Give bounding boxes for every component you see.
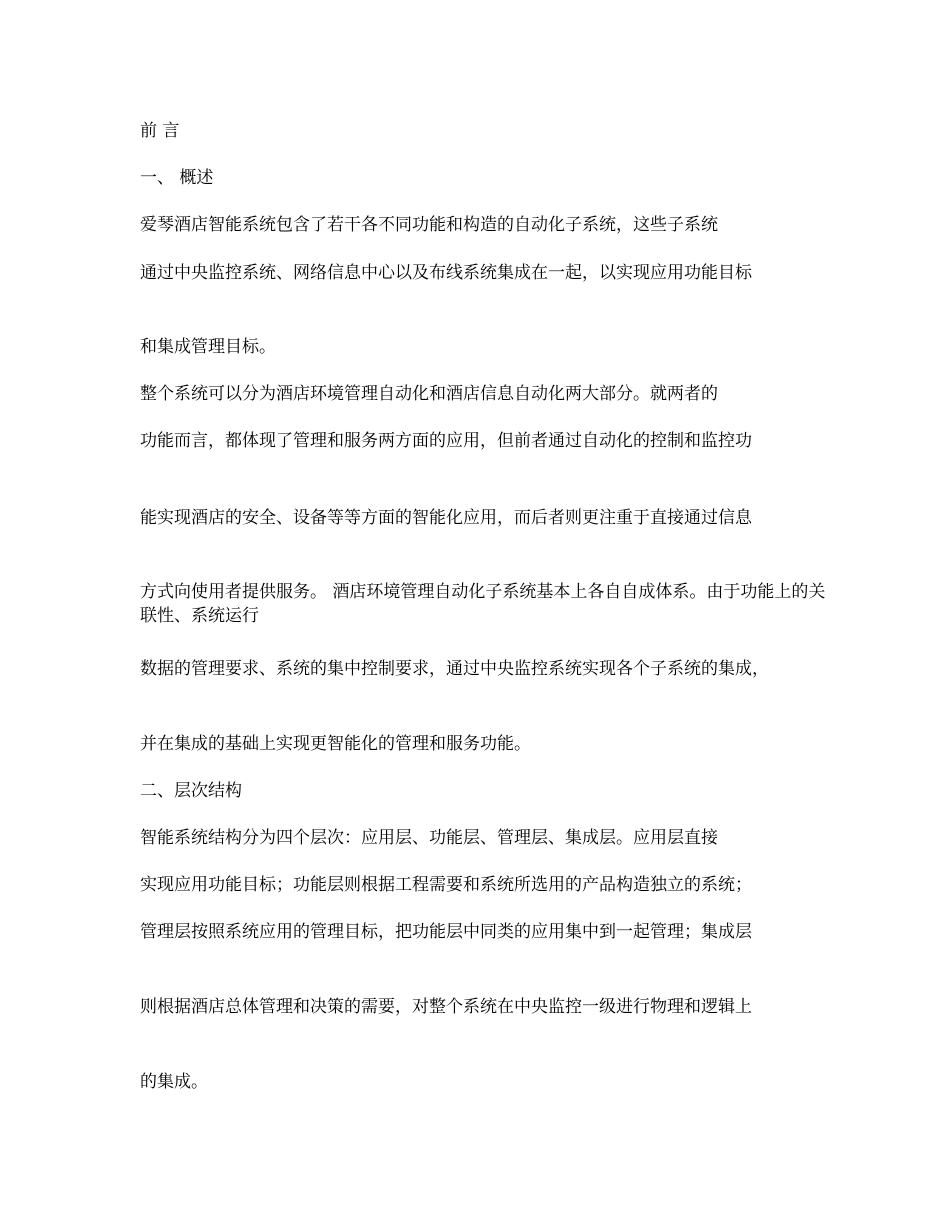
paragraph-line: 并在集成的基础上实现更智能化的管理和服务功能。: [140, 734, 531, 754]
paragraph-line: 通过中央监控系统、网络信息中心以及布线系统集成在一起，以实现应用功能目标: [140, 263, 752, 283]
paragraph-line: 的集成。: [140, 1072, 208, 1092]
paragraph-line: 爱琴酒店智能系统包含了若干各不同功能和构造的自动化子系统，这些子系统: [140, 215, 718, 235]
paragraph-line: 智能系统结构分为四个层次：应用层、功能层、管理层、集成层。应用层直接: [140, 828, 718, 848]
paragraph-line: 则根据酒店总体管理和决策的需要，对整个系统在中央监控一级进行物理和逻辑上: [140, 997, 752, 1017]
paragraph-line: 和集成管理目标。: [140, 337, 276, 357]
paragraph-line: 管理层按照系统应用的管理目标，把功能层中同类的应用集中到一起管理；集成层: [140, 922, 752, 942]
paragraph-line: 实现应用功能目标；功能层则根据工程需要和系统所选用的产品构造独立的系统；: [140, 875, 752, 895]
paragraph-line: 功能而言，都体现了管理和服务两方面的应用，但前者通过自动化的控制和监控功: [140, 431, 752, 451]
paragraph-line: 方式向使用者提供服务。 酒店环境管理自动化子系统基本上各自自成体系。由于功能上的关联性、系统运行: [140, 582, 826, 626]
paragraph-line: 能实现酒店的安全、设备等等方面的智能化应用，而后者则更注重于直接通过信息: [140, 508, 752, 528]
section-2-heading: 二、层次结构: [140, 781, 242, 801]
paragraph-line: 数据的管理要求、系统的集中控制要求，通过中央监控系统实现各个子系统的集成，: [140, 659, 769, 679]
preface-heading: 前 言: [140, 121, 180, 141]
section-1-heading: 一、 概述: [140, 168, 214, 188]
paragraph-line: 整个系统可以分为酒店环境管理自动化和酒店信息自动化两大部分。就两者的: [140, 384, 718, 404]
